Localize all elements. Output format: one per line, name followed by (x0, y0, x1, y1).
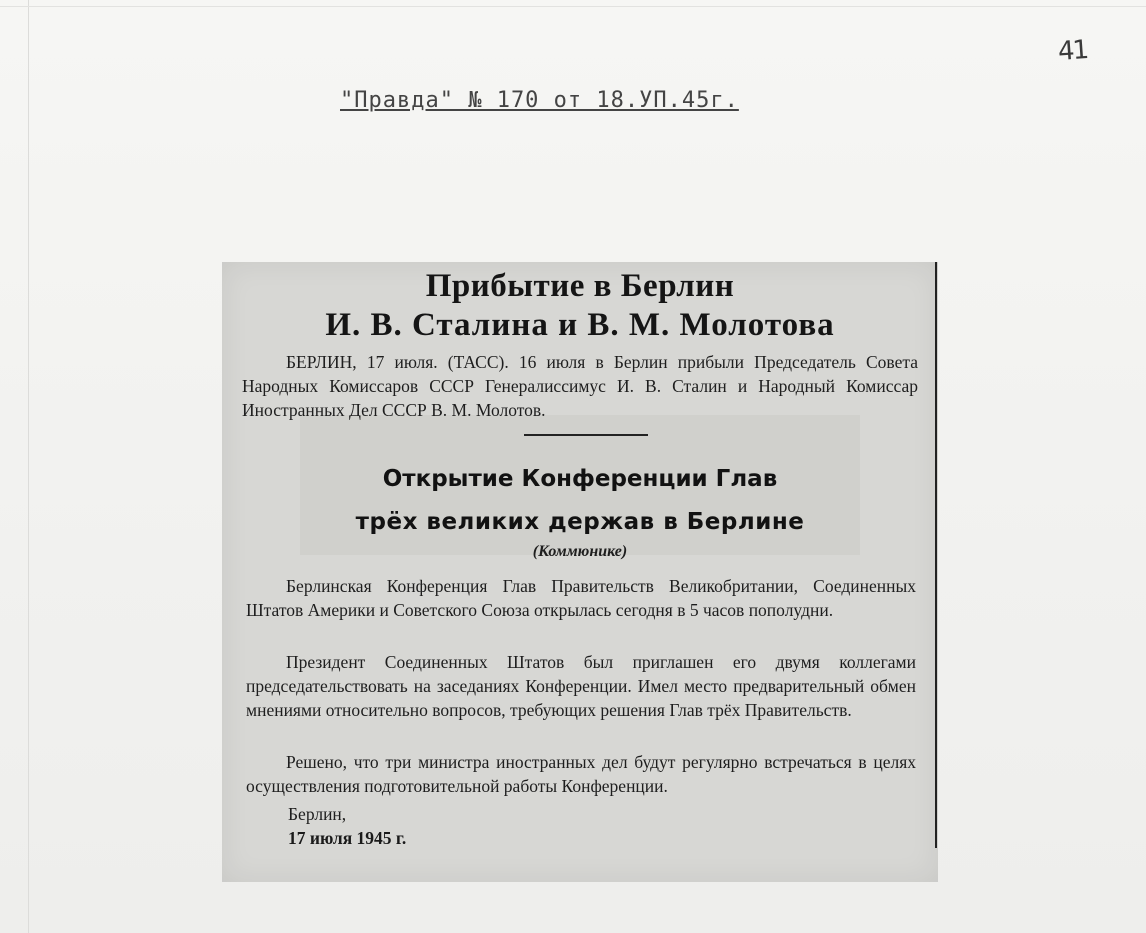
dateline-date: 17 июля 1945 г. (288, 828, 407, 848)
section-divider (524, 434, 648, 436)
article2-paragraph3: Решено, что три министра иностранных дел будут регулярно встречаться в целях осуществления подготовительной работы Конференции. (246, 752, 916, 796)
article1-body: БЕРЛИН, 17 июля. (ТАСС). 16 июля в Берлин прибыли Председатель Совета Народных Комиссаров СССР Генералиссимус И. В. Сталин и Народный Комиссар Иностранных Дел СССР В. М. Молотов. (242, 352, 918, 420)
communique-label: (Коммюнике) (532, 543, 628, 560)
article1-title-line1: Прибытие в Берлин (425, 268, 735, 304)
article2-paragraph2: Президент Соединенных Штатов был приглашен его двумя коллегами председательствовать на заседаниях Конференции. Имел место предварительный обмен мнениями относительно вопросов, требующих решения Глав трёх Правительств. (246, 652, 916, 720)
article2-paragraph1: Берлинская Конференция Глав Правительств Великобритании, Соединенных Штатов Америки и Советского Союза открылась сегодня в 5 часов пополудни. (246, 576, 916, 620)
sheet-edge (28, 0, 29, 933)
article2-title-line1: Открытие Конференции Глав (382, 466, 778, 492)
article1-title-line2: И. В. Сталина и В. М. Молотова (325, 307, 835, 343)
handwritten-page-number: 41 (1056, 35, 1089, 67)
dateline-place: Берлин, (288, 804, 347, 824)
source-citation: "Правда" № 170 от 18.УП.45г. (340, 88, 739, 113)
sheet-edge-top (0, 6, 1146, 7)
article2-title-line2: трёх великих держав в Берлине (355, 509, 805, 535)
